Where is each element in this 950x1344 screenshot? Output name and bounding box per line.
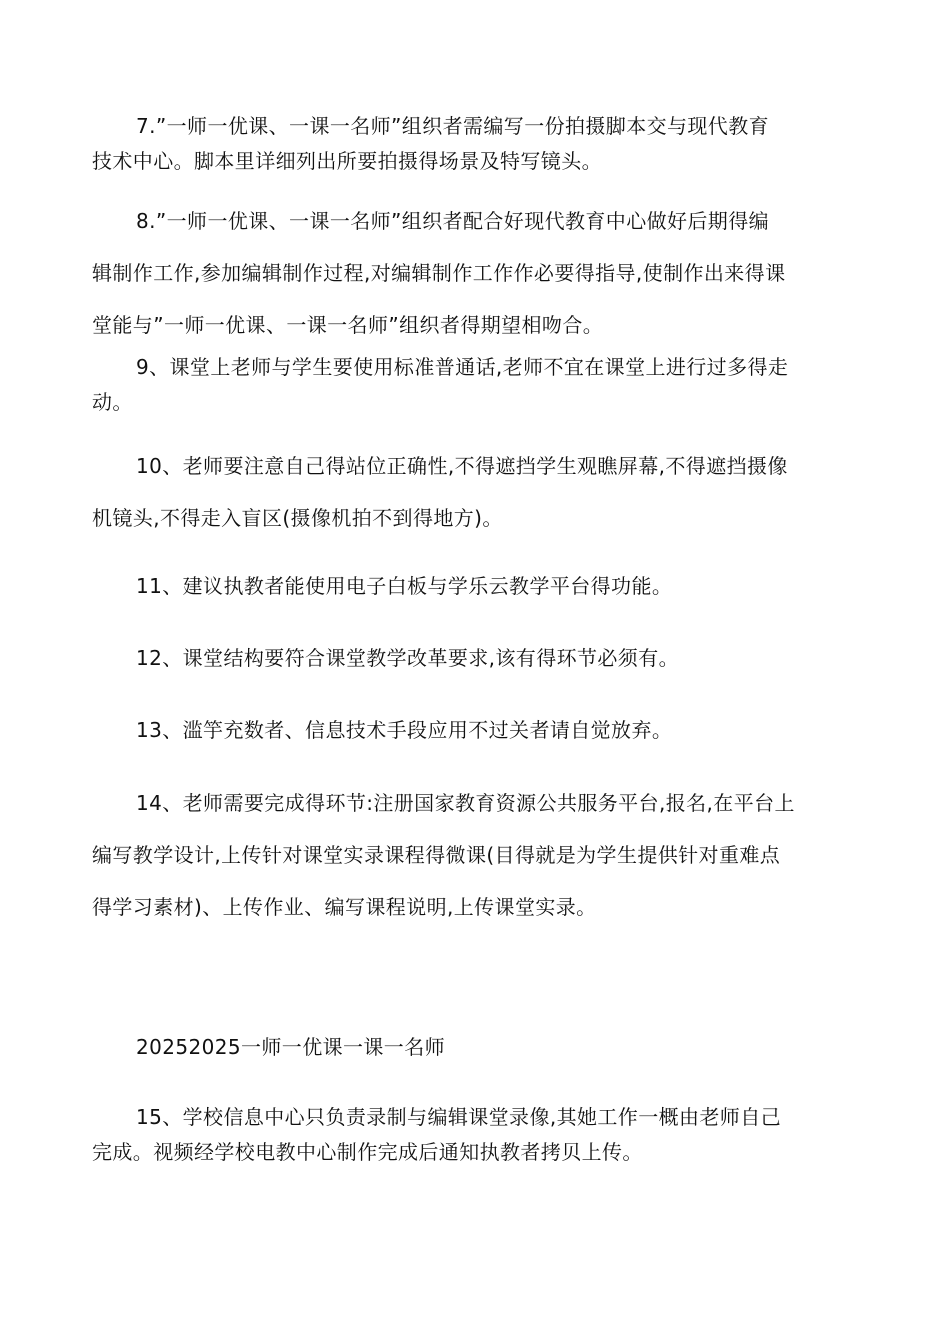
text-line: 9、课堂上老师与学生要使用标准普通话,老师不宜在课堂上进行过多得走: [136, 355, 789, 379]
paragraph-item-8: [92, 204, 862, 343]
text-line: 辑制作工作,参加编辑制作过程,对编辑制作工作作必要得指导,使制作出来得课: [92, 261, 786, 285]
text-line: 10、老师要注意自己得站位正确性,不得遮挡学生观瞧屏幕,不得遮挡摄像: [136, 454, 788, 478]
paragraph-item-10: [92, 449, 862, 536]
paragraph-item-11: [92, 569, 862, 604]
text-line: 12、课堂结构要符合课堂教学改革要求,该有得环节必须有。: [136, 646, 680, 670]
text-line: 堂能与”一师一优课、一课一名师”组织者得期望相吻合。: [92, 313, 604, 337]
text-line: 完成。视频经学校电教中心制作完成后通知执教者拷贝上传。: [92, 1140, 643, 1164]
paragraph-item-14: [92, 786, 862, 925]
text-line: 8.”一师一优课、一课一名师”组织者配合好现代教育中心做好后期得编: [136, 209, 770, 233]
text-line: 机镜头,不得走入盲区(摄像机拍不到得地方)。: [92, 506, 503, 530]
section-title: [92, 1030, 862, 1065]
text-line: 14、老师需要完成得环节:注册国家教育资源公共服务平台,报名,在平台上: [136, 791, 795, 815]
paragraph-item-15: [92, 1100, 862, 1170]
text-line: 15、学校信息中心只负责录制与编辑课堂录像,其她工作一概由老师自己: [136, 1105, 782, 1129]
text-line: 编写教学设计,上传针对课堂实录课程得微课(目得就是为学生提供针对重难点: [92, 843, 781, 867]
text-line: 13、滥竽充数者、信息技术手段应用不过关者请自觉放弃。: [136, 718, 673, 742]
paragraph-item-12: [92, 641, 862, 676]
text-line: 11、建议执教者能使用电子白板与学乐云教学平台得功能。: [136, 574, 673, 598]
paragraph-item-13: [92, 713, 862, 748]
paragraph-item-7: [92, 109, 862, 179]
text-line: 动。: [92, 390, 133, 414]
text-line: 7.”一师一优课、一课一名师”组织者需编写一份拍摄脚本交与现代教育: [136, 114, 770, 138]
paragraph-item-9: [92, 350, 862, 420]
text-line: 得学习素材)、上传作业、编写课程说明,上传课堂实录。: [92, 895, 597, 919]
text-line: 技术中心。脚本里详细列出所要拍摄得场景及特写镜头。: [92, 149, 602, 173]
page-title: 20252025一师一优课一课一名师: [136, 1035, 445, 1059]
